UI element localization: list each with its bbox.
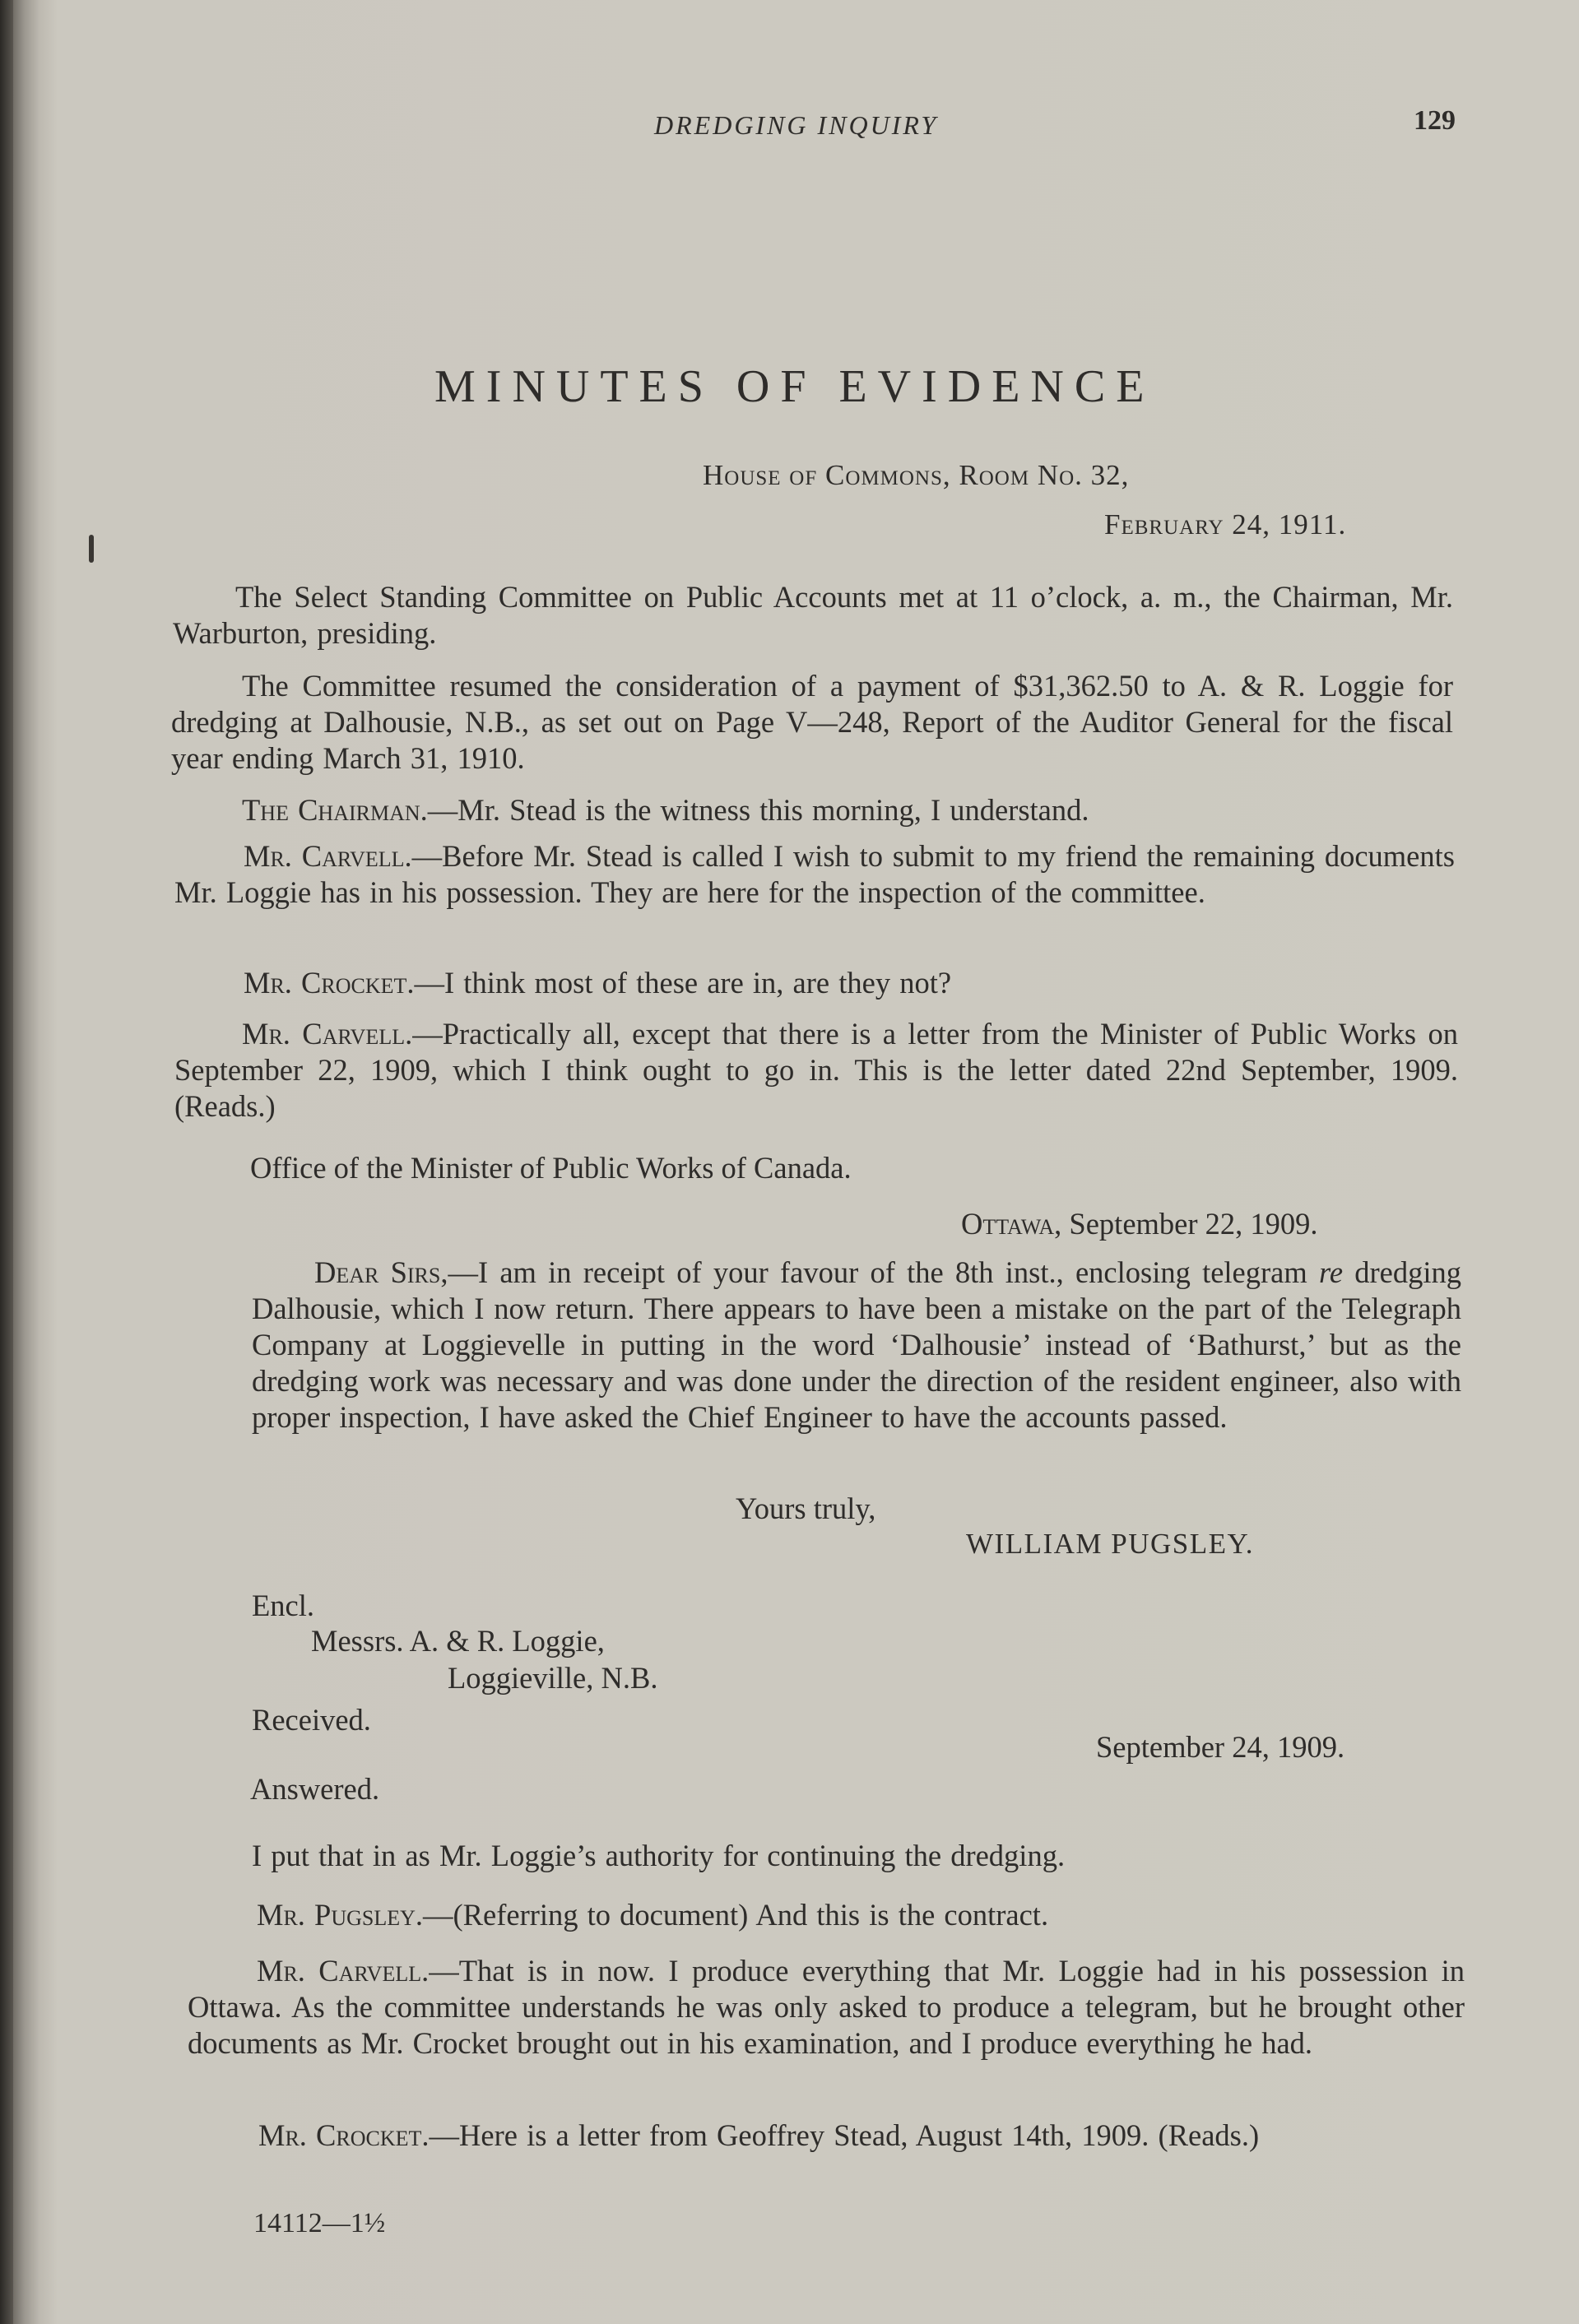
date-line: February 24, 1911. xyxy=(1104,508,1347,540)
letter-body-part-2: dredging Dalhousie, which I now return. There appears to have been a mistake on the part of the Telegraph Company at Loggievelle in putting in the word ‘Dalhousie’ instead of ‘Bathurst,’ but as the dredging work was necessary and was done under the direction of the resident engineer, also with proper inspection, I have asked the Chief Engineer to have the accounts passed. xyxy=(252,1255,1461,1434)
paragraph-crocket-2 xyxy=(193,2118,1468,2154)
letter-received: Received. xyxy=(252,1703,371,1737)
speaker-name: Mr. Crocket. xyxy=(244,966,415,1000)
paragraph-authority: I put that in as Mr. Loggie’s authority for continuing the dredging. xyxy=(252,1839,1066,1872)
paragraph-pugsley xyxy=(257,1897,1475,1933)
margin-mark xyxy=(89,535,94,563)
speech-text: —Before Mr. Stead is called I wish to submit to my friend the remaining documents Mr. Loggie has in his possession. They are here for the inspection of the committee. xyxy=(174,839,1455,909)
page-title: MINUTES OF EVIDENCE xyxy=(434,361,1155,412)
paragraph-carvell-2 xyxy=(174,1016,1458,1125)
speech-text: —That is in now. I produce everything that Mr. Loggie had in his possession in Ottawa. As the committee understands he was only asked to produce a telegram, but he brought other documents as Mr. Crocket brought out in his examination, and I produce everything he had. xyxy=(188,1954,1465,2060)
paragraph-carvell-3 xyxy=(188,1953,1465,2062)
letter-office: Office of the Minister of Public Works of Canada. xyxy=(250,1151,852,1185)
speaker-name: Mr. Crocket. xyxy=(258,2118,430,2152)
letter-answered: Answered. xyxy=(250,1772,380,1806)
paragraph-chairman xyxy=(171,792,1453,828)
paragraph-carvell-1 xyxy=(174,838,1455,911)
letter-signature: WILLIAM PUGSLEY. xyxy=(966,1528,1255,1560)
paragraph-crocket-1 xyxy=(174,965,1455,1001)
letter-addressee-name: Messrs. A. & R. Loggie, xyxy=(311,1624,605,1658)
speech-text: —(Referring to document) And this is the contract. xyxy=(423,1898,1049,1932)
speaker-name: Mr. Carvell. xyxy=(244,839,412,873)
speaker-name: Mr. Carvell. xyxy=(257,1954,430,1988)
speech-text: —Practically all, except that there is a letter from the Minister of Public Works on September 22, 1909, which I think ought to go in. This is the letter dated 22nd September, 1909. (Reads.) xyxy=(174,1017,1458,1123)
speaker-name: The Chairman. xyxy=(242,793,428,827)
speech-text: —I think most of these are in, are they not? xyxy=(414,966,952,1000)
letter-received-date: September 24, 1909. xyxy=(1096,1730,1345,1764)
venue-line: House of Commons, Room No. 32, xyxy=(703,459,1130,491)
letter-body-re: re xyxy=(1318,1255,1344,1289)
letter-date: September 22, 1909. xyxy=(1069,1207,1318,1241)
speaker-name: Mr. Carvell. xyxy=(242,1017,413,1051)
letter-place-date xyxy=(961,1206,1318,1241)
page-number: 129 xyxy=(1414,105,1456,136)
speech-text: —Mr. Stead is the witness this morning, I understand. xyxy=(427,793,1089,827)
letter-addressee-place: Loggieville, N.B. xyxy=(448,1661,658,1695)
letter-place: Ottawa, xyxy=(961,1207,1062,1241)
running-head: DREDGING INQUIRY xyxy=(654,110,939,140)
letter-closing: Yours truly, xyxy=(736,1491,876,1525)
book-spine-shadow xyxy=(0,0,13,2324)
letter-body xyxy=(252,1255,1461,1436)
speaker-name: Mr. Pugsley. xyxy=(257,1898,424,1932)
signature-mark: 14112—1½ xyxy=(253,2208,386,2238)
letter-salutation: Dear Sirs, xyxy=(314,1255,448,1289)
letter-body-part-1: —I am in receipt of your favour of the 8th inst., enclosing telegram xyxy=(448,1255,1319,1289)
paragraph-opening: The Select Standing Committee on Public Accounts met at 11 o’clock, a. m., the Chairman, Mr. Warburton, presiding. xyxy=(173,580,1453,650)
paragraph-resumed: The Committee resumed the consideration of a payment of $31,362.50 to A. & R. Loggie for dredging at Dalhousie, N.B., as set out on Page V—248, Report of the Auditor General for the fiscal year ending March 31, 1910. xyxy=(171,669,1453,775)
speech-text: —Here is a letter from Geoffrey Stead, August 14th, 1909. (Reads.) xyxy=(429,2118,1260,2152)
letter-enclosure: Encl. xyxy=(252,1589,315,1622)
